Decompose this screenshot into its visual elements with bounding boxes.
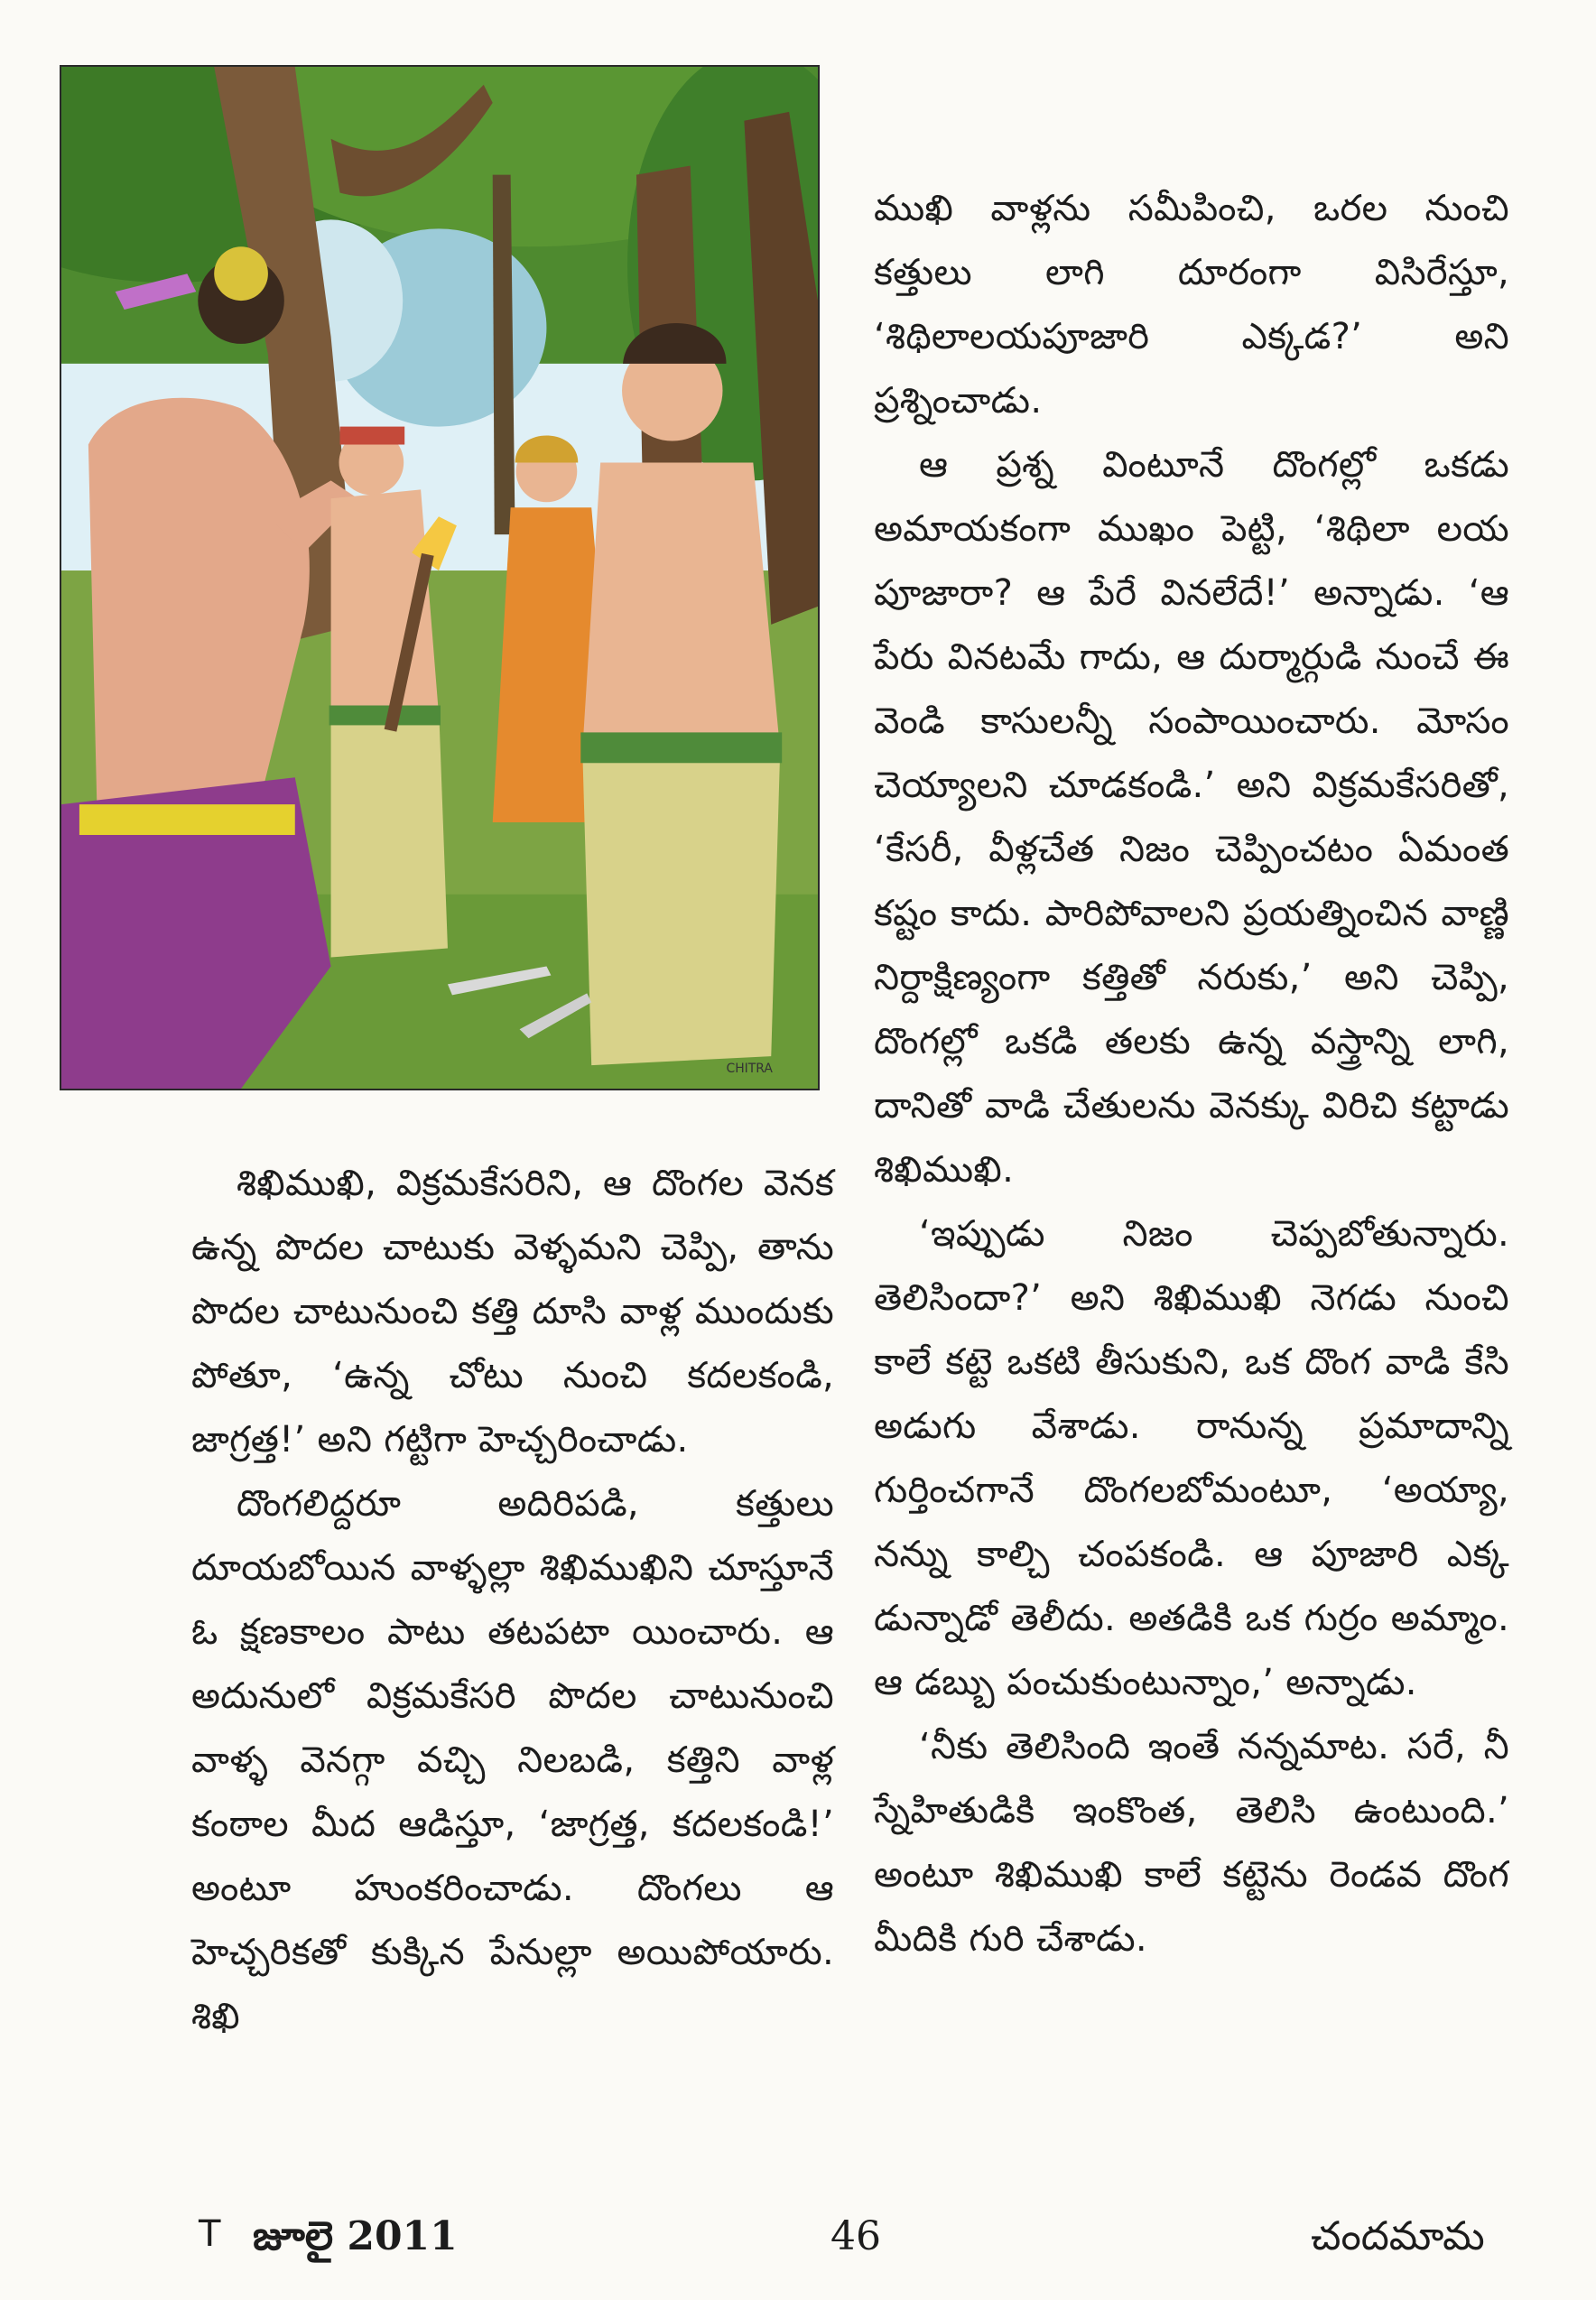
left-text-column [191,1152,834,2049]
page-number: 46 [830,2213,881,2259]
illustration-signature: CHITRA [726,1062,773,1077]
footer-issue-date: జూలై 2011 [253,2213,458,2259]
paragraph: శిఖిముఖి, విక్రమకేసరిని, ఆ దొంగల వెనక ఉన్న పొదల చాటుకు వెళ్ళమని చెప్పి, తాను పొదల చాటునుంచి కత్తి దూసి వాళ్ల ముందుకు పోతూ, ‘ఉన్న చోటు నుంచి కదలకండి, జాగ్రత్త!’ అని గట్టిగా హెచ్చరించాడు. [191,1163,834,1461]
paragraph: ‘నీకు తెలిసింది ఇంతే నన్నమాట. సరే, నీ స్నేహితుడికి ఇంకొంత, తెలిసి ఉంటుంది.’ అంటూ శిఖిముఖి కాలే కట్టెను రెండవ దొంగ మీదికి గురి చేశాడు. [874,1726,1509,1960]
magazine-name: చందమామ [1311,2213,1485,2259]
right-text-column [874,177,1509,1971]
paragraph: ఆ ప్రశ్న వింటూనే దొంగల్లో ఒకడు అమాయకంగా ముఖం పెట్టి, ‘శిథిలా లయ పూజారా? ఆ పేరే వినలేదే!’ అన్నాడు. ‘ఆ పేరు వినటమే గాదు, ఆ దుర్మార్గుడి నుంచే ఈ వెండి కాసులన్నీ సంపాయించారు. మోసం చెయ్యాలని చూడకండి.’ అని విక్రమకేసరితో, ‘కేసరీ, వీళ్లచేత నిజం చెప్పించటం ఏమంత కష్టం కాదు. పారిపోవాలని ప్రయత్నించిన వాణ్ణి నిర్దాక్షిణ్యంగా కత్తితో నరుకు,’ అని చెప్పి, దొంగల్లో ఒకడి తలకు ఉన్న వస్త్రాన్ని లాగి, దానితో వాడి చేతులను వెనక్కు విరిచి కట్టాడు శిఖిముఖి. [874,444,1509,1191]
story-illustration [60,65,820,1090]
forest-scene-image [61,67,818,1089]
paragraph: దొంగలిద్దరూ అదిరిపడి, కత్తులు దూయబోయిన వాళ్ళల్లా శిఖిముఖిని చూస్తూనే ఓ క్షణకాలం పాటు తటపటా యించారు. ఆ అదునులో విక్రమకేసరి పొదల చాటునుంచి వాళ్ళ వెనగ్గా వచ్చి నిలబడి, కత్తిని వాళ్ల కంఠాల మీద ఆడిస్తూ, ‘జాగ్రత్త, కదలకండి!’ అంటూ హుంకరించాడు. దొంగలు ఆ హెచ్చరికతో కుక్కిన పేనుల్లా అయిపోయారు. శిఖి [191,1483,834,2037]
paragraph: ముఖి వాళ్లను సమీపించి, ఒరల నుంచి కత్తులు లాగి దూరంగా విసిరేస్తూ, ‘శిథిలాలయపూజారి ఎక్కడ?’ అని ప్రశ్నించాడు. [874,188,1509,422]
footer-marker: T [199,2213,221,2255]
paragraph: ‘ఇప్పుడు నిజం చెప్పబోతున్నారు. తెలిసిందా?’ అని శిఖిముఖి నెగడు నుంచి కాలే కట్టె ఒకటి తీసుకుని, ఒక దొంగ వాడి కేసి అడుగు వేశాడు. రానున్న ప్రమాదాన్ని గుర్తించగానే దొంగలబోమంటూ, ‘అయ్యా, నన్ను కాల్చి చంపకండి. ఆ పూజారి ఎక్క డున్నాడో తెలీదు. అతడికి ఒక గుర్రం అమ్మాం. ఆ డబ్బు పంచుకుంటున్నాం,’ అన్నాడు. [874,1213,1509,1703]
